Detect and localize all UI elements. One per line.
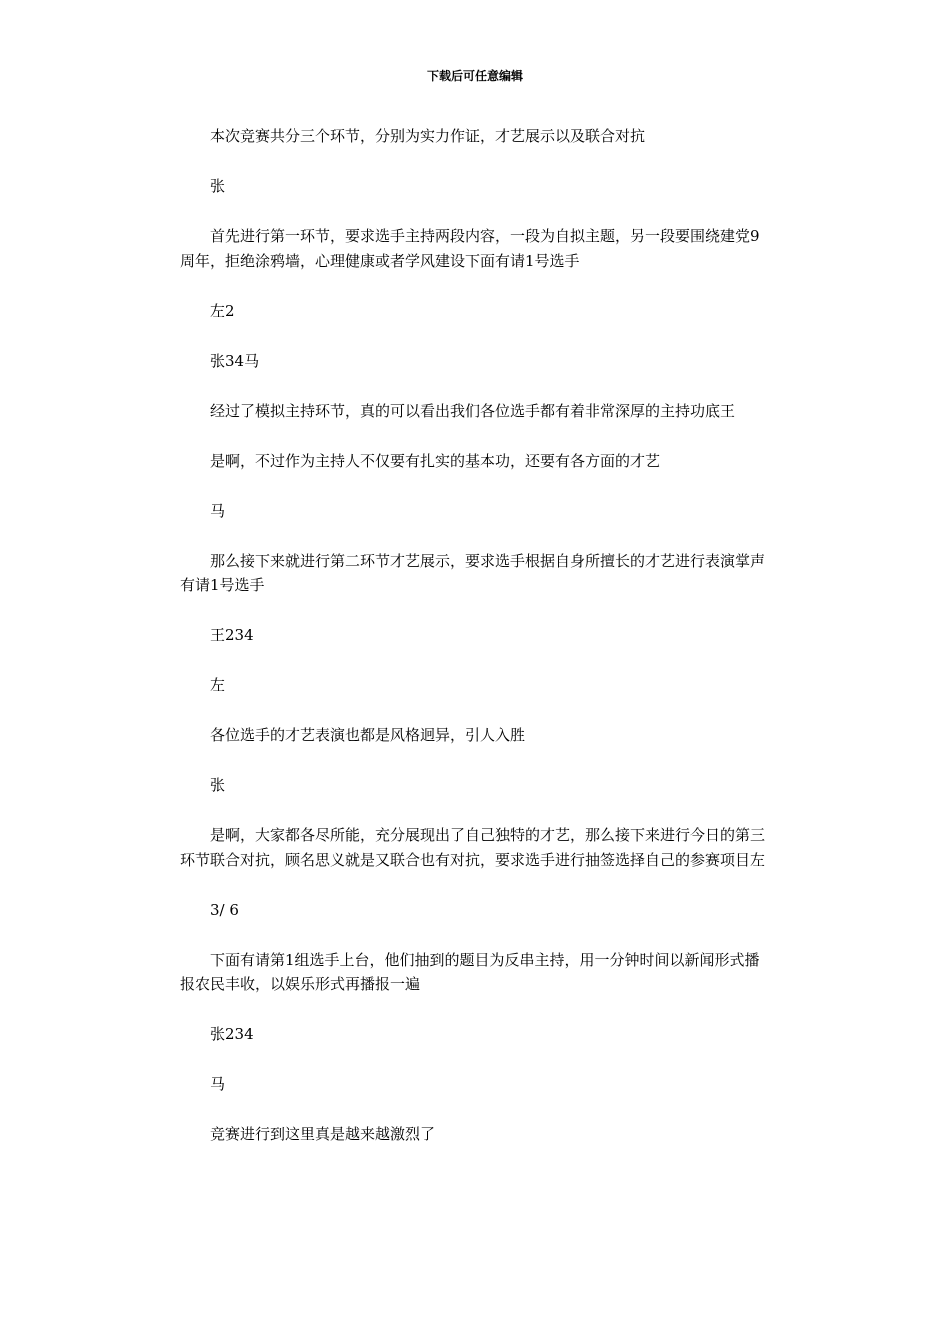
paragraph-4: 左2: [210, 301, 235, 320]
paragraph-1: 本次竞赛共分三个环节，分别为实力作证，才艺展示以及联合对抗: [210, 127, 646, 145]
paragraph-9: 那么接下来就进行第二环节才艺展示，要求选手根据自身所擅长的才艺进行表演掌声有请1号选手: [180, 551, 766, 594]
paragraph-10: 王234: [210, 626, 254, 644]
paragraph-7: 是啊，不过作为主持人不仅要有扎实的基本功，还要有各方面的才艺: [210, 451, 661, 470]
paragraph-18: 马: [210, 1075, 226, 1093]
paragraph-6: 经过了模拟主持环节，真的可以看出我们各位选手都有着非常深厚的主持功底王: [210, 401, 736, 420]
paragraph-12: 各位选手的才艺表演也都是风格迥异，引人入胜: [210, 726, 526, 744]
paragraph-16: 下面有请第1组选手上台，他们抽到的题目为反串主持，用一分钟时间以新闻形式播报农民丰收，以娱乐形式再播报一遍: [180, 950, 760, 993]
page-number: 3/ 6: [210, 900, 239, 919]
paragraph-2: 张: [210, 177, 226, 195]
page-header: 下载后可任意编辑: [426, 69, 523, 83]
paragraph-14: 是啊，大家都各尽所能，充分展现出了自己独特的才艺，那么接下来进行今日的第三环节联合对抗，顾名思义就是又联合也有对抗，要求选手进行抽签选择自己的参赛项目左: [180, 826, 766, 869]
paragraph-19: 竞赛进行到这里真是越来越激烈了: [210, 1125, 436, 1143]
paragraph-13: 张: [210, 776, 226, 794]
paragraph-17: 张234: [210, 1025, 254, 1043]
paragraph-3: 首先进行第一环节，要求选手主持两段内容，一段为自拟主题，另一段要围绕建党9周年，拒绝涂鸦墙，心理健康或者学风建设下面有请1号选手: [180, 227, 760, 270]
paragraph-8: 马: [210, 501, 226, 520]
paragraph-11: 左: [210, 676, 226, 694]
paragraph-5: 张34马: [210, 351, 260, 370]
document-body: [180, 124, 772, 1172]
